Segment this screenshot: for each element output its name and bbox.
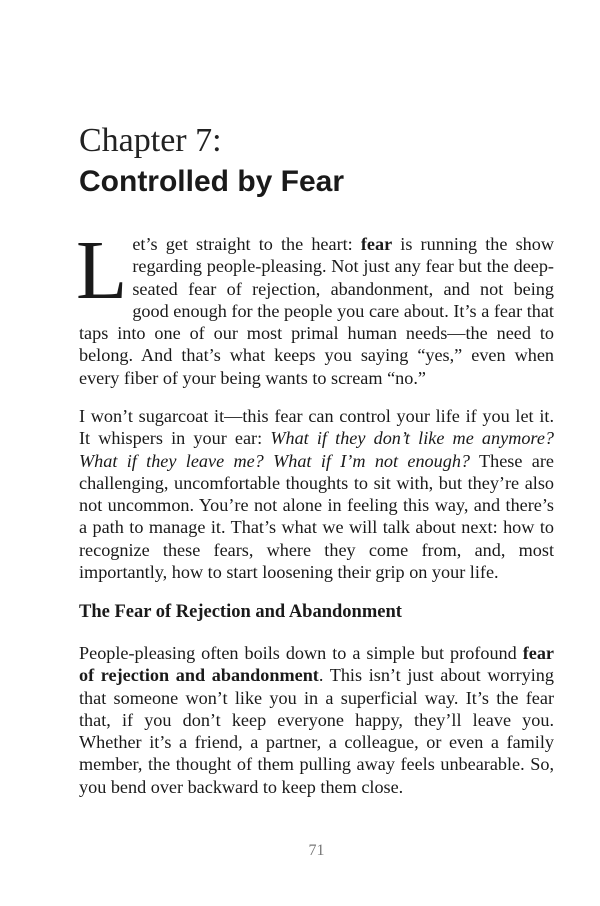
paragraph-intro (76, 224, 554, 389)
paragraph-fear-control (79, 405, 554, 583)
paragraph-rejection (79, 642, 554, 798)
chapter-title: Controlled by Fear (79, 165, 345, 198)
paragraph-fear-control-italic: What if they don’t like me anymore? What if they leave me? What if I’m not enough? (79, 428, 554, 471)
paragraph-rejection-bold: fear of rejection and abandonment (79, 643, 554, 686)
paragraph-intro-text-a: et’s get straight to the heart: (132, 234, 361, 254)
paragraph-fear-control-text-a: I won’t sugarcoat it—this fear can control your life if you let it. It whispers in your ear: (79, 406, 554, 449)
section-heading: The Fear of Rejection and Abandonment (79, 602, 402, 622)
drop-cap: L (76, 224, 128, 317)
paragraph-rejection-text-b: . This isn’t just about worrying that someone won’t like you in a superficial way. It’s the fear that, if you don’t keep everyone happy, they’ll leave you. Whether it’s a friend, a partner, a colleague, or even a family member, the thought of them pulling away feels unbearable. So, you bend over backward to keep them close. (79, 665, 554, 797)
paragraph-fear-control-text-b: These are challenging, uncomfortable thoughts to sit with, but they’re also not uncommon. You’re not alone in feeling this way, and there’s a path to manage it. That’s what we will talk about next: how to recognize these fears, where they come from, and, most importantly, how to start loosening their grip on your life. (79, 450, 554, 583)
page-number: 71 (308, 842, 325, 859)
paragraph-intro-text-b: is running the show regarding people-pleasing. Not just any fear but the deep-seated fear of rejection, abandonment, and not being good enough for the people you care about. It’s a fear that taps into one of our most primal human needs—the need to belong. And that’s what keeps you saying “yes,” even when every fiber of your being wants to scream “no.” (79, 234, 554, 388)
chapter-number: Chapter 7: (79, 122, 222, 159)
paragraph-rejection-text-a: People-pleasing often boils down to a simple but profound (79, 643, 523, 663)
paragraph-intro-bold: fear (360, 234, 393, 254)
